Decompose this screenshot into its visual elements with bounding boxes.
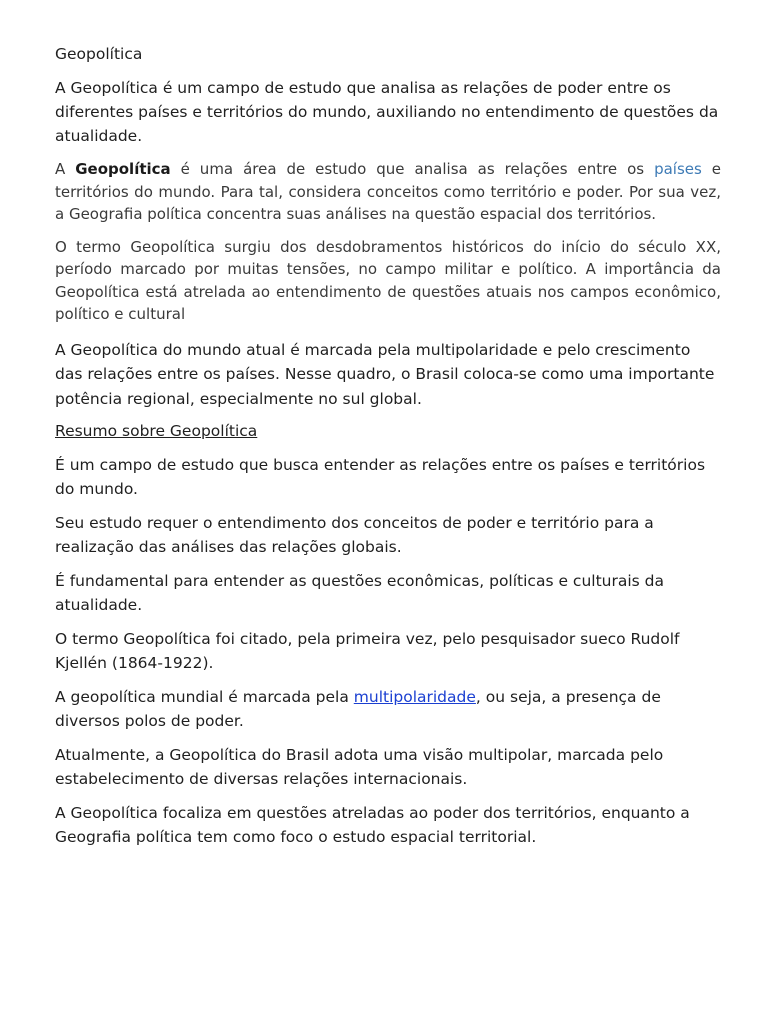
summary-item: Seu estudo requer o entendimento dos conceitos de poder e território para a realização das análises das relações globais. (55, 514, 654, 556)
summary-item-multipolarity (55, 685, 721, 733)
definition-paragraph (55, 158, 721, 226)
summary-item: É fundamental para entender as questões econômicas, políticas e culturais da atualidade. (55, 572, 664, 614)
summary-item: É um campo de estudo que busca entender as relações entre os países e territórios do mundo. (55, 456, 706, 498)
origin-paragraph: O termo Geopolítica surgiu dos desdobramentos históricos do início do século XX, período marcado por muitas tensões, no campo militar e político. A importância da Geopolítica está atrelada ao entendimento de questões atuais nos campos econômico, político e cultural (55, 237, 721, 323)
summary-item: O termo Geopolítica foi citado, pela primeira vez, pelo pesquisador sueco Rudolf Kjellén (1864-1922). (55, 630, 680, 672)
summary-item: A Geopolítica focaliza em questões atreladas ao poder dos territórios, enquanto a Geografia política tem como foco o estudo espacial territorial. (55, 804, 690, 846)
multipolarity-prefix: A geopolítica mundial é marcada pela (55, 688, 354, 706)
multipolaridade-link[interactable]: multipolaridade (353, 688, 476, 706)
document-title: Geopolítica (55, 45, 143, 63)
definition-keyword: Geopolítica (75, 160, 171, 178)
summary-heading: Resumo sobre Geopolítica (55, 422, 258, 440)
lead-paragraph: A Geopolítica é um campo de estudo que analisa as relações de poder entre os diferentes países e territórios do mundo, auxiliando no entendimento de questões da atualidade. (55, 79, 719, 145)
paises-link[interactable]: países (654, 160, 702, 178)
definition-middle: é uma área de estudo que analisa as relações entre os (170, 160, 655, 178)
definition-suffix: e territórios do mundo. Para tal, considera conceitos como território e poder. Por sua vez, a Geografia política concentra suas análises na questão espacial dos territórios. (55, 160, 721, 223)
multipolarity-suffix: , ou seja, a presença de diversos polos de poder. (55, 688, 661, 730)
current-geopolitics-paragraph: A Geopolítica do mundo atual é marcada pela multipolaridade e pelo crescimento das relações entre os países. Nesse quadro, o Brasil coloca-se como uma importante potência regional, especialmente no sul global. (55, 340, 715, 408)
document-body (55, 42, 721, 859)
definition-prefix: A (55, 160, 76, 178)
summary-item: Atualmente, a Geopolítica do Brasil adota uma visão multipolar, marcada pelo estabelecimento de diversas relações internacionais. (55, 746, 664, 788)
